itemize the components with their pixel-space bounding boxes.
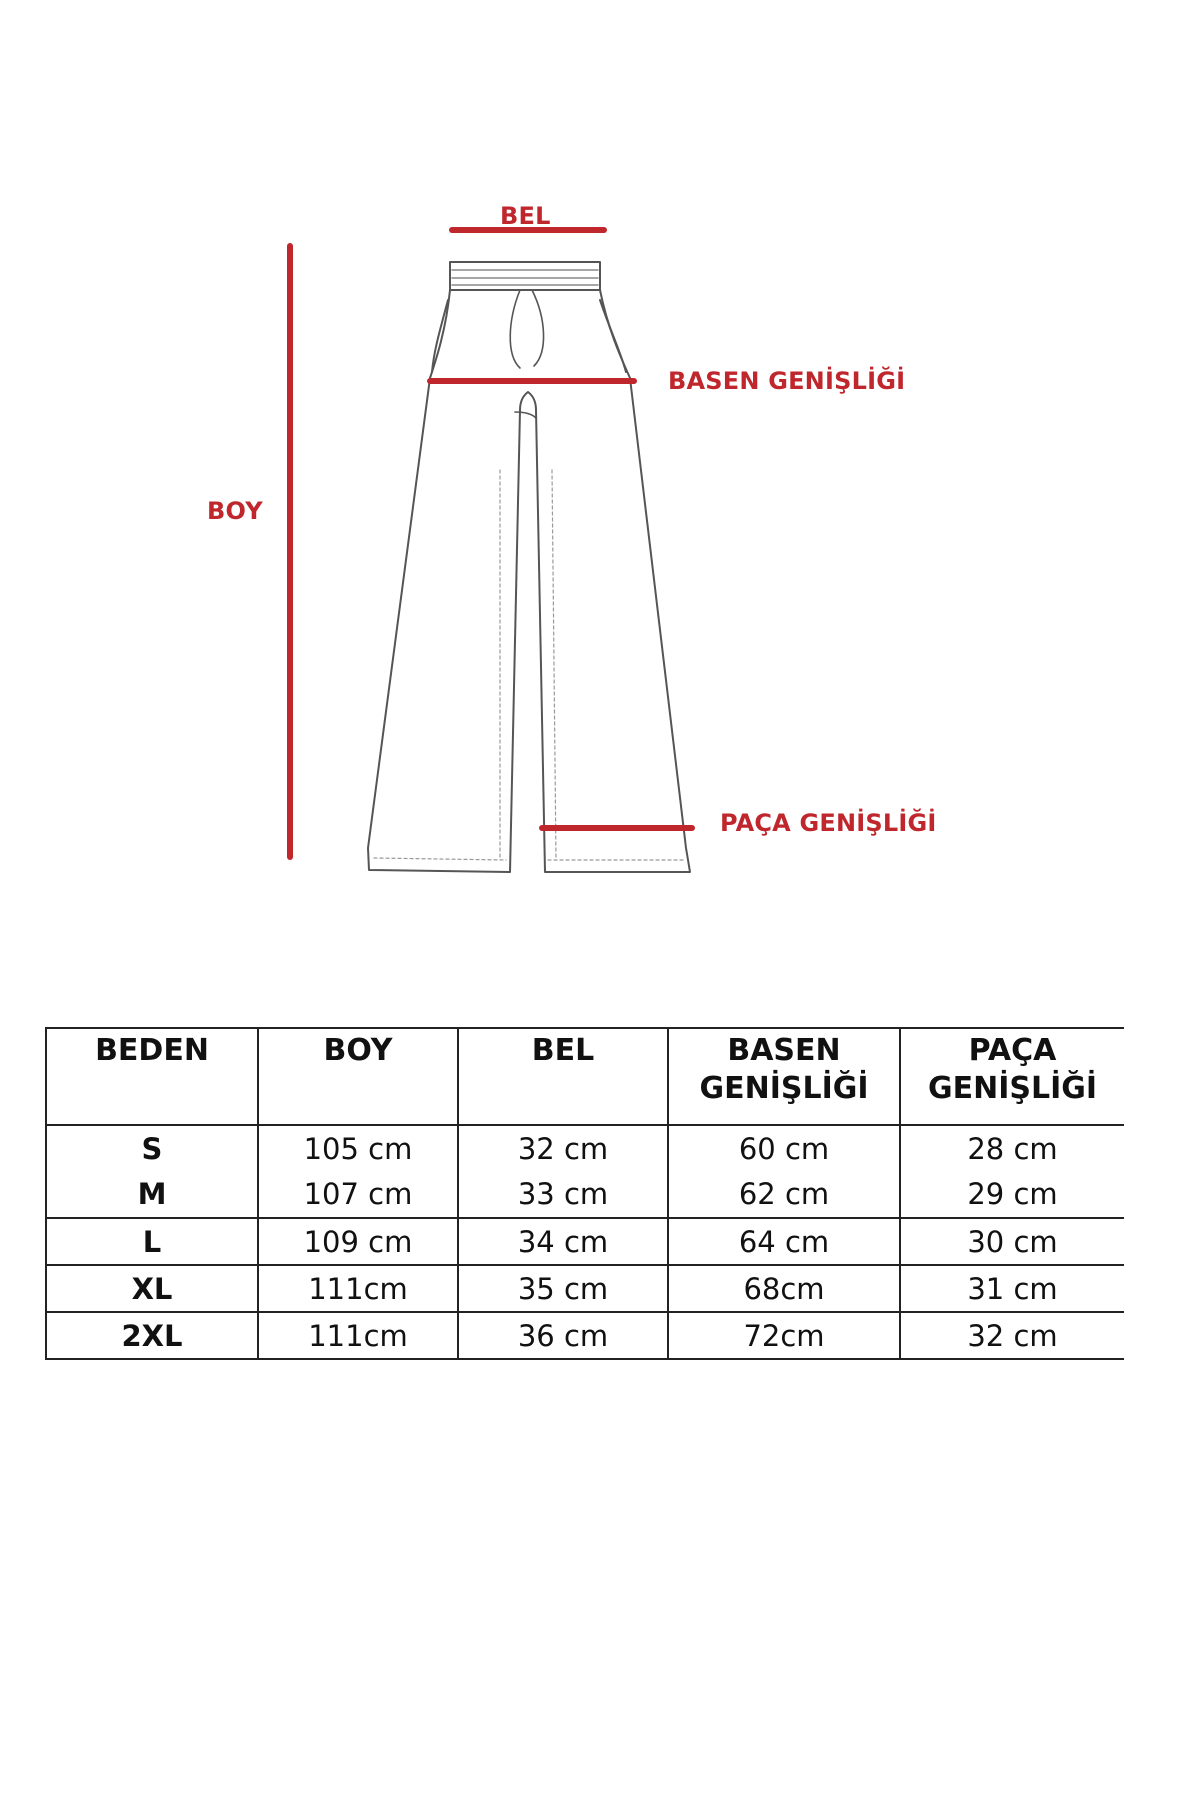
table-row [46,1218,1124,1265]
measure-lines [290,230,692,857]
header-basen: BASEN GENİŞLİĞİ [668,1028,900,1125]
boy-cell: 111cm [258,1265,458,1312]
bel-cell: 33 cm [458,1171,668,1218]
pants-outline [368,262,690,872]
bel-cell: 35 cm [458,1265,668,1312]
table-row [46,1125,1124,1171]
header-beden: BEDEN [46,1028,258,1125]
paca-cell: 28 cm [900,1125,1124,1171]
bel-cell: 36 cm [458,1312,668,1359]
header-bel: BEL [458,1028,668,1125]
size-cell: L [46,1218,258,1265]
waistband-ribbing [452,270,598,285]
basen-label: BASEN GENİŞLİĞİ [668,367,906,395]
basen-cell: 62 cm [668,1171,900,1218]
boy-cell: 111cm [258,1312,458,1359]
table-row [46,1265,1124,1312]
pants-silhouette [368,290,690,872]
boy-cell: 109 cm [258,1218,458,1265]
paca-cell: 31 cm [900,1265,1124,1312]
size-table [45,1027,1124,1360]
drawstring [510,290,543,368]
boy-cell: 107 cm [258,1171,458,1218]
boy-cell: 105 cm [258,1125,458,1171]
waistband [450,262,600,290]
header-boy: BOY [258,1028,458,1125]
bel-label: BEL [500,202,551,230]
table-header-row [46,1028,1124,1125]
basen-cell: 64 cm [668,1218,900,1265]
paca-cell: 30 cm [900,1218,1124,1265]
paca-label: PAÇA GENİŞLİĞİ [720,809,937,837]
paca-cell: 29 cm [900,1171,1124,1218]
table-row [46,1312,1124,1359]
leg-seams [500,470,556,860]
header-paca: PAÇA GENİŞLİĞİ [900,1028,1124,1125]
fly-stitch [515,412,536,418]
boy-label: BOY [207,497,263,525]
right-pocket [600,300,626,372]
paca-cell: 32 cm [900,1312,1124,1359]
basen-cell: 68cm [668,1265,900,1312]
size-cell: 2XL [46,1312,258,1359]
size-cell: M [46,1171,258,1218]
table-row [46,1171,1124,1218]
basen-cell: 72cm [668,1312,900,1359]
basen-cell: 60 cm [668,1125,900,1171]
size-cell: XL [46,1265,258,1312]
size-cell: S [46,1125,258,1171]
hem-stitch [374,858,684,860]
bel-cell: 34 cm [458,1218,668,1265]
bel-cell: 32 cm [458,1125,668,1171]
